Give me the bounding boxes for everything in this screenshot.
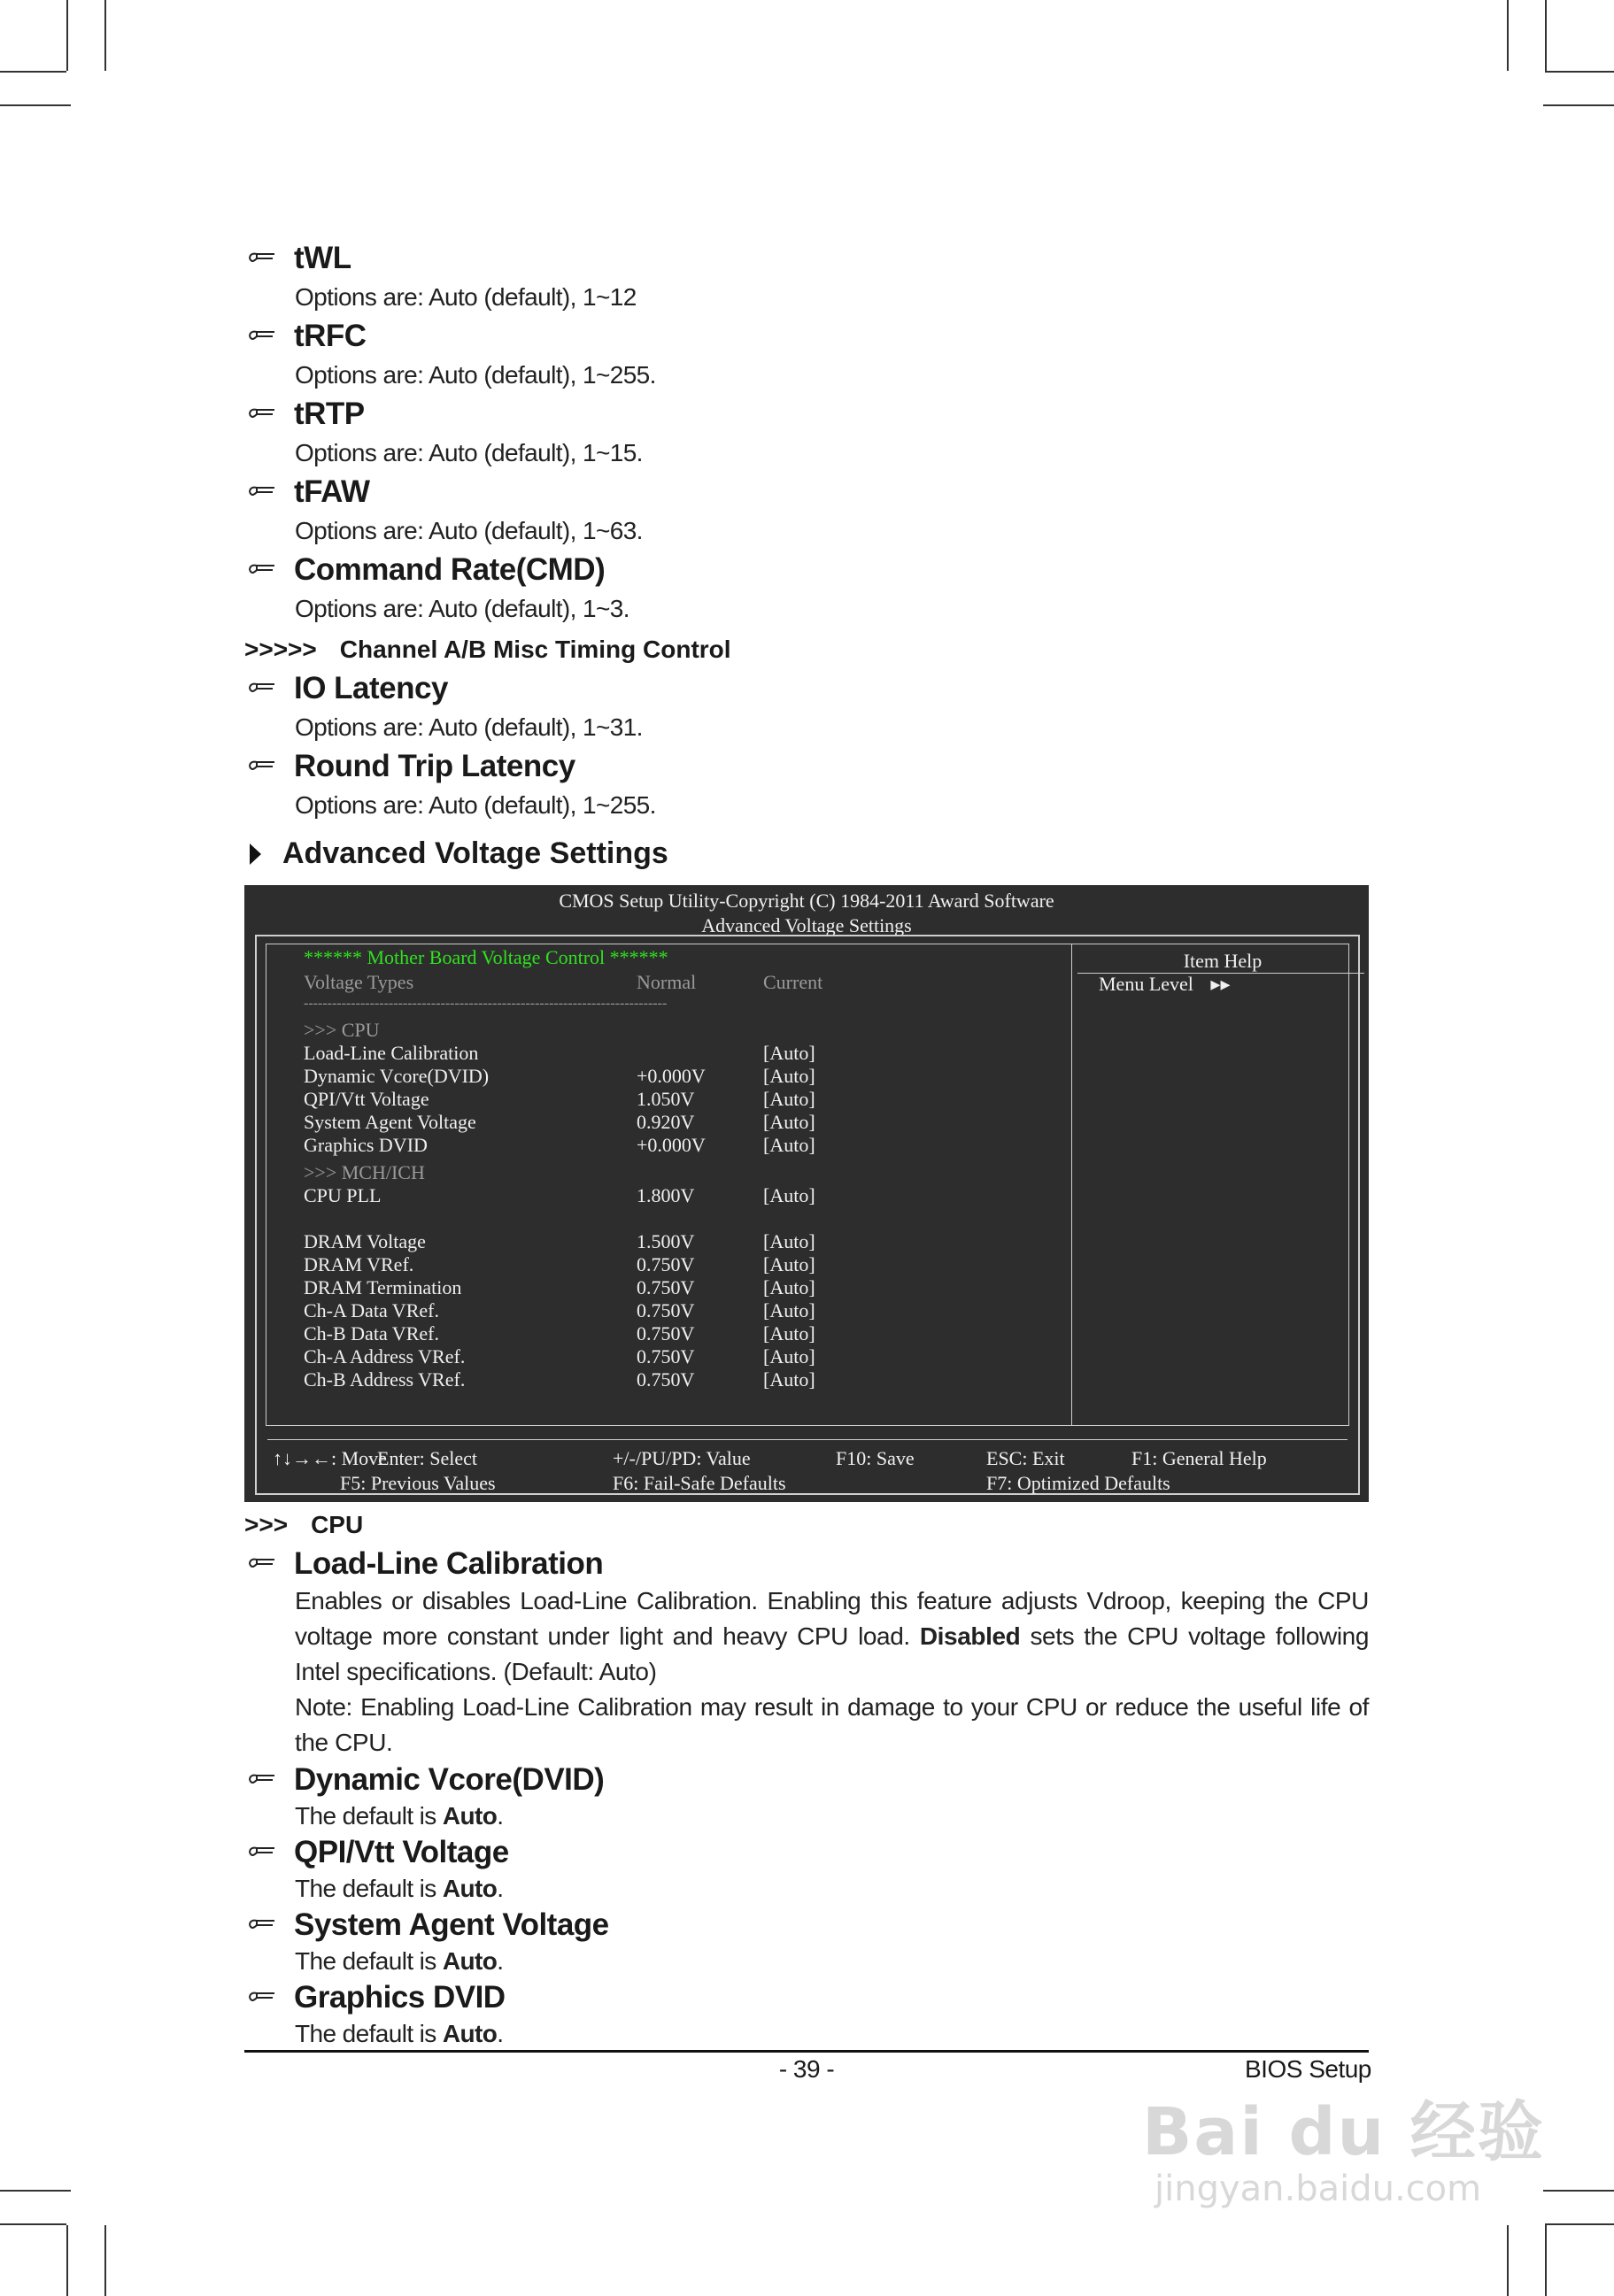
desc-prefix: The default is <box>295 1875 443 1902</box>
key-failsafe: F6: Fail-Safe Defaults <box>613 1472 786 1494</box>
footer-divider <box>267 1439 1348 1440</box>
desc-prefix: The default is <box>295 1947 443 1975</box>
key-value: +/-/PU/PD: Value <box>613 1447 751 1469</box>
row-current[interactable]: [Auto] <box>763 1253 815 1275</box>
desc-suffix: . <box>497 1875 504 1902</box>
bios-screenshot <box>244 885 1369 1502</box>
item-note: Note: Enabling Load-Line Calibration may result in damage to your CPU or reduce the useful life of the CPU. <box>295 1693 1369 1756</box>
row-current[interactable]: [Auto] <box>763 1345 815 1368</box>
row-name: CPU PLL <box>304 1184 382 1206</box>
crop-mark <box>1545 0 1547 71</box>
row-current[interactable]: [Auto] <box>763 1368 815 1391</box>
crop-mark <box>104 0 106 71</box>
row-name: Dynamic Vcore(DVID) <box>304 1065 490 1087</box>
item-description <box>295 2017 1369 2051</box>
watermark-url: jingyan.baidu.com <box>1155 2169 1482 2209</box>
pointing-hand-icon <box>248 1771 276 1789</box>
bios-header-line1: CMOS Setup Utility-Copyright (C) 1984-2011 Award Software <box>559 890 1054 912</box>
bios-frame <box>255 935 1360 1495</box>
crop-mark <box>1543 2190 1614 2192</box>
item-load-line-calibration <box>244 1545 1369 1761</box>
row-current[interactable]: [Auto] <box>763 1134 815 1156</box>
crop-mark <box>0 2223 66 2225</box>
bios-header-line2: Advanced Voltage Settings <box>701 914 912 936</box>
row-normal: 0.750V <box>637 1299 695 1321</box>
item-description: Options are: Auto (default), 1~255. <box>295 361 656 389</box>
pointing-hand-icon <box>248 1555 276 1573</box>
desc-value: Auto <box>442 1947 498 1975</box>
item-entry <box>244 1761 1369 1833</box>
crop-mark <box>1545 2223 1614 2225</box>
row-normal: +0.000V <box>637 1134 706 1156</box>
row-current[interactable]: [Auto] <box>763 1042 815 1064</box>
row-name: DRAM Termination <box>304 1276 462 1298</box>
item-title: Command Rate(CMD) <box>294 552 606 587</box>
pointing-hand-icon <box>248 250 276 267</box>
page-footer-title: BIOS Setup <box>1245 2055 1371 2083</box>
desc-value: Auto <box>442 1802 498 1830</box>
key-select: Enter: Select <box>377 1447 478 1469</box>
row-current[interactable]: [Auto] <box>763 1299 815 1321</box>
row-name: System Agent Voltage <box>304 1111 476 1133</box>
item-description <box>295 1945 1369 1978</box>
pointing-hand-icon <box>248 483 276 501</box>
crop-mark <box>1507 2225 1509 2296</box>
row-normal: 0.750V <box>637 1368 695 1391</box>
row-normal: 0.750V <box>637 1276 695 1298</box>
subsection-prefix: >>> <box>244 1511 289 1538</box>
panel-divider <box>1071 944 1072 1425</box>
item-description <box>295 1799 1369 1833</box>
row-current[interactable]: [Auto] <box>763 1184 815 1206</box>
bios-divider-line: ----------------------------------------------------------------------------- <box>304 996 668 1011</box>
crop-mark <box>0 2190 71 2192</box>
row-name: Load-Line Calibration <box>304 1042 479 1064</box>
row-normal: 0.750V <box>637 1253 695 1275</box>
row-name: Ch-B Data VRef. <box>304 1322 439 1344</box>
row-name: Ch-A Data VRef. <box>304 1299 439 1321</box>
item-title: System Agent Voltage <box>294 1907 609 1942</box>
bios-header <box>244 885 1369 938</box>
item-description: Options are: Auto (default), 1~63. <box>295 517 643 544</box>
item-description: Options are: Auto (default), 1~15. <box>295 439 643 466</box>
col-voltage-types: Voltage Types <box>304 971 414 993</box>
item-entry <box>244 551 1369 628</box>
crop-mark <box>0 71 66 73</box>
item-title: tRFC <box>294 319 367 353</box>
item-entry <box>244 1833 1369 1906</box>
row-name: DRAM Voltage <box>304 1230 426 1252</box>
crop-mark <box>1543 104 1614 106</box>
item-entry <box>244 395 1369 473</box>
crop-mark <box>66 0 68 71</box>
item-entry <box>244 1978 1369 2051</box>
row-current[interactable]: [Auto] <box>763 1230 815 1252</box>
item-entry <box>244 669 1369 747</box>
item-title: Dynamic Vcore(DVID) <box>294 1762 605 1797</box>
section-heading <box>244 830 1369 876</box>
desc-prefix: The default is <box>295 1802 443 1830</box>
key-save: F10: Save <box>836 1447 915 1469</box>
pointing-hand-icon <box>248 1989 276 2007</box>
item-title: tFAW <box>294 474 370 509</box>
row-normal: 1.800V <box>637 1184 695 1206</box>
row-name: QPI/Vtt Voltage <box>304 1088 429 1110</box>
crop-mark <box>0 104 71 106</box>
item-entry <box>244 239 1369 317</box>
item-paragraph <box>295 1583 1369 1690</box>
menu-level <box>1099 973 1231 996</box>
col-normal: Normal <box>637 971 697 993</box>
crop-mark <box>66 2225 68 2296</box>
row-normal: 1.500V <box>637 1230 695 1252</box>
bios-panel <box>266 944 1349 1426</box>
menu-level-label: Menu Level <box>1099 973 1193 995</box>
item-description <box>295 1872 1369 1906</box>
row-current[interactable]: [Auto] <box>763 1065 815 1087</box>
watermark <box>1142 2080 1545 2209</box>
triangle-bullet-icon <box>250 844 261 865</box>
item-title: Round Trip Latency <box>294 749 575 783</box>
para-bold: Disabled <box>919 1622 1021 1650</box>
bios-group-cpu: >>> CPU <box>304 1019 380 1041</box>
bios-banner: ****** Mother Board Voltage Control ****** <box>304 946 668 968</box>
pointing-hand-icon <box>248 758 276 775</box>
crop-mark <box>1545 71 1614 73</box>
key-help: F1: General Help <box>1131 1447 1267 1469</box>
crop-mark <box>1545 2225 1547 2296</box>
crop-mark <box>104 2225 106 2296</box>
row-normal: +0.000V <box>637 1065 706 1087</box>
row-name: Ch-B Address VRef. <box>304 1368 466 1391</box>
key-exit: ESC: Exit <box>986 1447 1065 1469</box>
crop-mark <box>1507 0 1509 71</box>
item-title: Load-Line Calibration <box>294 1546 604 1581</box>
page-content <box>244 239 1369 2051</box>
item-entry <box>244 473 1369 551</box>
item-description: Options are: Auto (default), 1~3. <box>295 595 629 622</box>
item-entry <box>244 1906 1369 1978</box>
section-title: Advanced Voltage Settings <box>282 836 668 870</box>
col-current: Current <box>763 971 823 993</box>
pointing-hand-icon <box>248 327 276 345</box>
desc-value: Auto <box>442 2020 498 2047</box>
item-entry <box>244 747 1369 825</box>
page-footer-rule <box>244 2050 1369 2053</box>
item-description: Options are: Auto (default), 1~31. <box>295 713 643 741</box>
row-name: DRAM VRef. <box>304 1253 414 1275</box>
pointing-hand-icon <box>248 1916 276 1934</box>
row-normal: 0.750V <box>637 1345 695 1368</box>
key-previous: F5: Previous Values <box>340 1472 496 1494</box>
para-text: Enables or disables Load-Line Calibration. Enabling this feature adjusts Vdroop, keeping the CPU voltage more constant under light and heavy CPU load. <box>295 1587 1369 1650</box>
watermark-brand: Bai du 经验 <box>1142 2094 1545 2170</box>
row-current[interactable]: [Auto] <box>763 1276 815 1298</box>
row-normal: 0.920V <box>637 1111 695 1133</box>
subsection-cpu <box>244 1506 1369 1545</box>
desc-suffix: . <box>497 1947 504 1975</box>
pointing-hand-icon <box>248 680 276 697</box>
item-title: QPI/Vtt Voltage <box>294 1835 509 1869</box>
item-help-title: Item Help <box>1183 950 1263 972</box>
item-description: Options are: Auto (default), 1~255. <box>295 791 656 819</box>
page-number: - 39 - <box>778 2055 835 2083</box>
desc-prefix: The default is <box>295 2020 443 2047</box>
para-text: sets the CPU voltage following Intel specifications. (Default: Auto) <box>295 1622 1369 1685</box>
desc-suffix: . <box>497 2020 504 2047</box>
row-current[interactable]: [Auto] <box>763 1088 815 1110</box>
desc-suffix: . <box>497 1802 504 1830</box>
row-current[interactable]: [Auto] <box>763 1322 815 1344</box>
bios-group-mch: >>> MCH/ICH <box>304 1161 425 1183</box>
subsection-label: CPU <box>311 1511 364 1538</box>
subsection-prefix: >>>>> <box>244 636 317 663</box>
item-entry <box>244 317 1369 395</box>
item-list <box>244 669 1369 825</box>
row-normal: 0.750V <box>637 1322 695 1344</box>
row-normal: 1.050V <box>637 1088 695 1110</box>
item-description: Options are: Auto (default), 1~12 <box>295 283 637 311</box>
pointing-hand-icon <box>248 561 276 579</box>
item-title: IO Latency <box>294 671 448 705</box>
item-list <box>244 1761 1369 2051</box>
desc-value: Auto <box>442 1875 498 1902</box>
subsection-misc <box>244 630 1369 669</box>
menu-level-arrows-icon: ▸▸ <box>1210 973 1231 995</box>
subsection-label: Channel A/B Misc Timing Control <box>339 636 731 663</box>
key-move: ↑↓→←: Move <box>273 1447 387 1469</box>
pointing-hand-icon <box>248 1844 276 1861</box>
pointing-hand-icon <box>248 405 276 423</box>
item-title: Graphics DVID <box>294 1980 506 2015</box>
item-title: tWL <box>294 241 351 275</box>
row-name: Ch-A Address VRef. <box>304 1345 466 1368</box>
row-name: Graphics DVID <box>304 1134 428 1156</box>
row-current[interactable]: [Auto] <box>763 1111 815 1133</box>
item-title: tRTP <box>294 397 365 431</box>
key-optimized: F7: Optimized Defaults <box>986 1472 1170 1494</box>
item-list <box>244 239 1369 628</box>
